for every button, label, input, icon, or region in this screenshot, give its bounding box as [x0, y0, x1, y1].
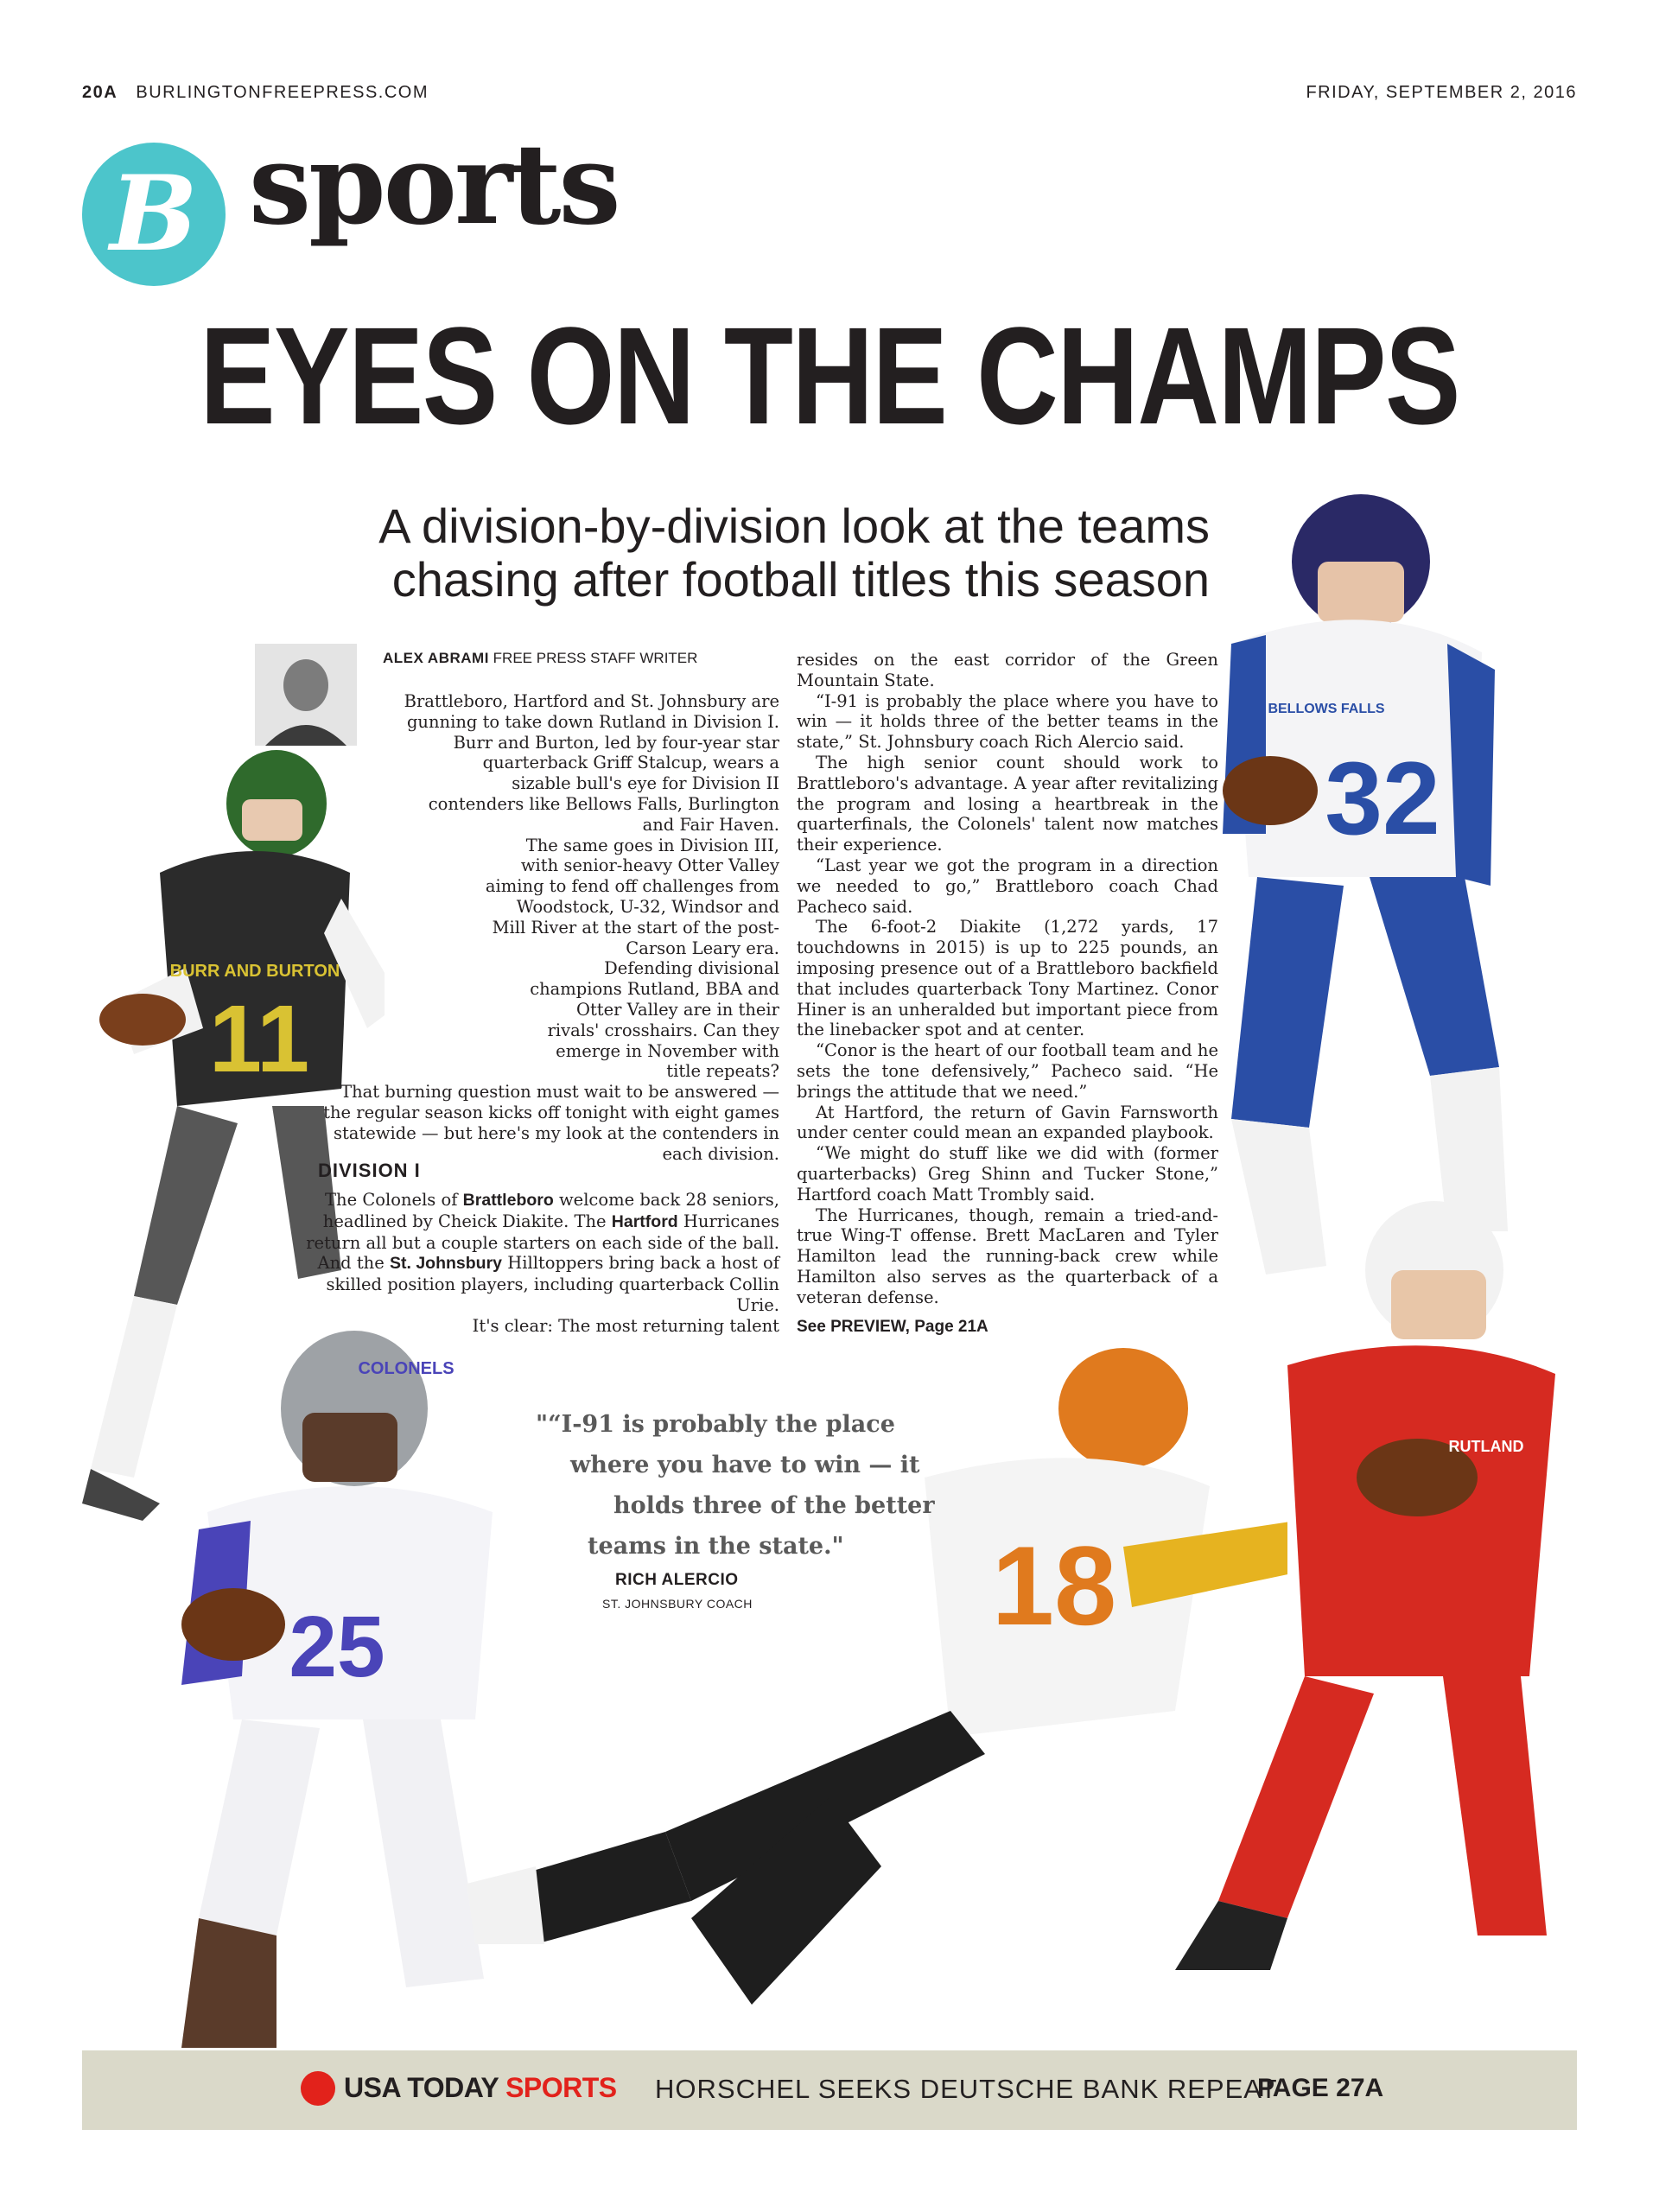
promo-page: PAGE 27A: [1257, 2074, 1384, 2102]
player-number: 18: [991, 1522, 1117, 1649]
article-column-2: [797, 650, 1218, 1308]
article-paragraph: “Conor is the heart of our football team and he sets the tone defensively,” Pacheco said. “He brings the attitude that we need.”: [797, 1040, 1218, 1102]
pull-quote-line: holds three of the better: [613, 1492, 935, 1519]
pull-quote-line: where you have to win — it: [570, 1452, 920, 1478]
deck: [173, 499, 1210, 607]
article-paragraph: “I-91 is probably the place where you have to win — it holds three of the better teams in the state,” St. Johnsbury coach Rich Alercio said.: [797, 690, 1218, 753]
article-paragraph: At Hartford, the return of Gavin Farnsworth under center could mean an expanded playbook.: [797, 1102, 1218, 1143]
jump-line[interactable]: See PREVIEW, Page 21A: [797, 1318, 988, 1336]
article-paragraph: The Hurricanes, though, remain a tried-and-true Wing-T offense. Brett MacLaren and Tyler Hamilton lead the running-back crew while Hamilton also serves as the quarterback of a veteran defense.: [797, 1205, 1218, 1307]
player-photo-rutland: [1158, 1192, 1573, 2005]
team-st-johnsbury: St. Johnsbury: [389, 1254, 503, 1274]
article-paragraph: Defending divisional champions Rutland, BBA and Otter Valley are in their rivals' crosshairs. Can they emerge in November with title repeats?: [530, 958, 779, 1082]
article-paragraph: It's clear: The most returning talent: [472, 1315, 779, 1336]
player-number: 25: [289, 1599, 385, 1695]
article-column-1-lower: [285, 1190, 779, 1337]
folio-left: [82, 83, 429, 103]
player-team-label: BURR AND BURTON: [169, 962, 340, 981]
usa-today-dot-icon: [301, 2071, 335, 2106]
article-column-1: [323, 691, 779, 1164]
pull-quote-line: teams in the state.": [588, 1533, 844, 1560]
article-paragraph: That burning question must wait to be answered — the regular season kicks off tonight with eight games statewide — but here's my look at the contenders in each division.: [323, 1082, 779, 1164]
deck-line-2: chasing after football titles this season: [391, 552, 1210, 607]
player-number: 32: [1325, 741, 1440, 856]
player-team-label: COLONELS: [358, 1359, 454, 1378]
player-team-label: BELLOWS FALLS: [1268, 702, 1385, 716]
player-number: 11: [208, 986, 310, 1092]
article-paragraph: “We might do stuff like we did with (former quarterbacks) Greg Shinn and Tucker Stone,” Hartford coach Matt Trombly said.: [797, 1143, 1218, 1205]
site-name[interactable]: BURLINGTONFREEPRESS.COM: [136, 83, 429, 102]
article-paragraph: The 6-foot-2 Diakite (1,272 yards, 17 touchdowns in 2015) is up to 225 pounds, an imposing presence out of a Brattleboro backfield that includes quarterback Tony Martinez. Conor Hiner is an unheralded but important piece from the linebacker spot and at center.: [797, 917, 1218, 1040]
section-title: sports: [249, 120, 619, 250]
promo-brand: USA TODAY SPORTS: [344, 2072, 617, 2103]
player-team-label: RUTLAND: [1448, 1438, 1524, 1455]
article-paragraph: The same goes in Division III, with senior-heavy Otter Valley aiming to fend off challenges from Woodstock, U-32, Windsor and Mill River at the start of the post-Carson Leary era.: [485, 835, 779, 958]
player-illustration: [1158, 1192, 1573, 2005]
author-name: ALEX ABRAMI: [383, 650, 489, 666]
article-paragraph: The high senior count should work to Brattleboro's advantage. A year after revitalizing the program and losing a heartbreak in the quarterfinals, the Colonels' talent now matches their experience.: [797, 752, 1218, 855]
headline: EYES ON THE CHAMPS: [200, 298, 1459, 453]
pull-quote-attribution: RICH ALERCIO: [615, 1571, 739, 1589]
pull-quote-line: "“I-91 is probably the place: [536, 1411, 895, 1438]
team-brattleboro: Brattleboro: [462, 1191, 554, 1210]
page-number: 20A: [82, 83, 118, 102]
promo-headline[interactable]: HORSCHEL SEEKS DEUTSCHE BANK REPEAT: [655, 2074, 1278, 2104]
team-hartford: Hartford: [611, 1211, 678, 1231]
byline: [383, 650, 697, 667]
deck-line-1: A division-by-division look at the teams: [378, 499, 1210, 553]
pull-quote-title: ST. JOHNSBURY COACH: [602, 1597, 753, 1611]
article-paragraph: The Colonels of Brattleboro welcome back 28 seniors, headlined by Cheick Diakite. The Hartford Hurricanes return all but a couple starters on each side of the ball. And the St. Johnsbury Hilltoppers bring back a host of skilled position players, including quarterback Collin Urie.: [306, 1190, 779, 1315]
issue-date: FRIDAY, SEPTEMBER 2, 2016: [1306, 83, 1577, 102]
division-heading: DIVISION I: [318, 1160, 421, 1181]
pull-quote: [536, 1404, 935, 1567]
logo-letter: B: [110, 153, 198, 275]
article-paragraph: Brattleboro, Hartford and St. Johnsbury are gunning to take down Rutland in Division I.: [404, 691, 779, 732]
article-paragraph: “Last year we got the program in a direction we needed to go,” Brattleboro coach Chad Pacheco said.: [797, 855, 1218, 917]
article-paragraph: resides on the east corridor of the Green Mountain State.: [797, 650, 1218, 690]
article-paragraph: Burr and Burton, led by four-year star quarterback Griff Stalcup, wears a sizable bull's eye for Division II contenders like Bellows Falls, Burlington and Fair Haven.: [428, 732, 779, 835]
author-role: FREE PRESS STAFF WRITER: [493, 650, 698, 666]
